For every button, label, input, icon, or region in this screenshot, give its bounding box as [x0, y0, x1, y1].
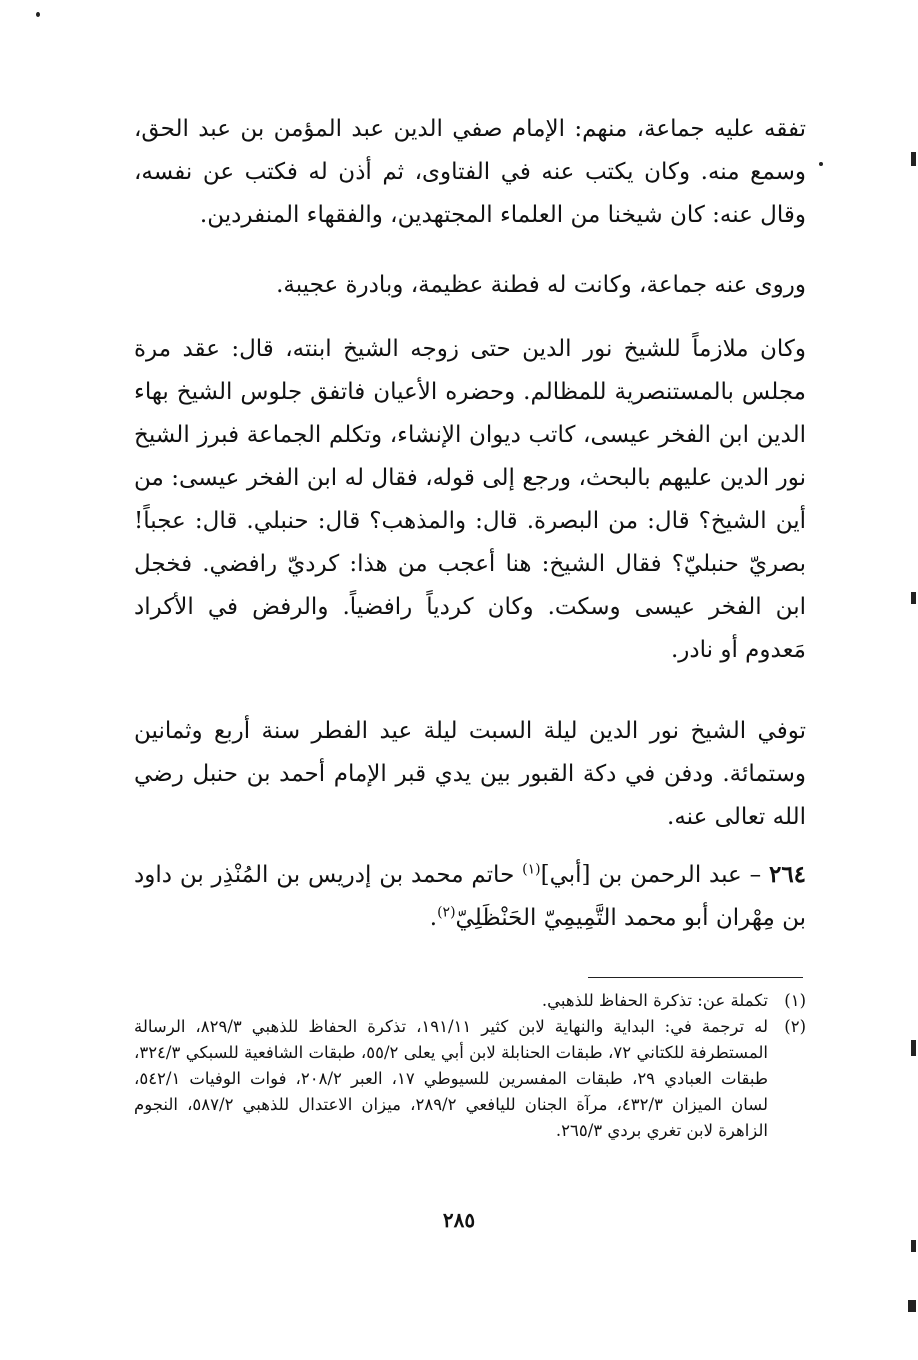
scan-edge-mark: [911, 1240, 916, 1252]
entry-number: ٢٦٤: [768, 861, 807, 888]
paragraph-students: تفقه عليه جماعة، منهم: الإمام صفي الدين عبد المؤمن بن عبد الحق، وسمع منه. وكان يكتب عنه في الفتاوى، ثم أذن له فكتب عن نفسه، وقال عنه: كان شيخنا من العلماء المجتهدين، والفقهاء المنفردين.: [134, 116, 806, 228]
paragraph-death: توفي الشيخ نور الدين ليلة السبت ليلة عيد الفطر سنة أربع وثمانين وستمائة. ودفن في دكة القبور بين يدي قبر الإمام أحمد بن حنبل رضي الله تعالى عنه.: [134, 718, 806, 830]
scan-edge-mark: [911, 1040, 916, 1056]
footnote-item: [134, 988, 806, 1014]
entry-end: .: [429, 905, 438, 931]
footnote-ref-2: (٢): [437, 904, 456, 921]
footnote-text: له ترجمة في: البداية والنهاية لابن كثير ١٩١/١١، تذكرة الحفاظ للذهبي ٨٢٩/٣، الرسالة المستطرفة للكتاني ٧٢، طبقات الحنابلة لابن أبي يعلى ٥٥/٢، طبقات الشافعية للسبكي ٣٢٤/٣، طبقات العبادي ٢٩، طبقات المفسرين للسيوطي ١٧، العبر ٢٠٨/٢، فوات الوفيات ٥٤٢/١، لسان الميزان ٤٣٢/٣، مرآة الجنان لليافعي ٢٨٩/٢، ميزان الاعتدال للذهبي ٥٨٧/٢، النجوم الزاهرة لابن تغري بردي ٢٦٥/٣.: [134, 1017, 768, 1140]
footnotes: [134, 988, 806, 1144]
paragraph-anecdote: وكان ملازماً للشيخ نور الدين حتى زوجه الشيخ ابنته، قال: عقد مرة مجلس بالمستنصرية للمظالم. وحضره الأعيان فاتفق جلوس الشيخ بهاء الدين ابن الفخر عيسى، كاتب ديوان الإنشاء، وتكلم الجماعة فبرز الشيخ نور الدين عليهم بالبحث، ورجع إلى قوله، فقال له ابن الفخر عيسى: من أين الشيخ؟ قال: من البصرة. قال: والمذهب؟ قال: حنبلي. قال: عجباً! بصريّ حنبليّ؟ فقال الشيخ: هنا أعجب من هذا: كرديّ رافضي. فخجل ابن الفخر عيسى وسكت. وكان كردياً رافضياً. والرفض في الأكراد مَعدوم أو نادر.: [134, 336, 806, 663]
footnote-number: (١): [784, 991, 806, 1010]
scan-speck: [819, 162, 823, 166]
footnote-number: (٢): [784, 1017, 806, 1036]
scan-edge-mark: [911, 592, 916, 604]
page-number: ٢٨٥: [442, 1208, 476, 1232]
footnote-ref-1: (١): [522, 861, 541, 878]
entry-name-part1: عبد الرحمن بن [أبي]: [540, 862, 742, 888]
scan-edge-mark: [911, 152, 916, 166]
scan-speck: [36, 12, 40, 17]
footnote-item: [134, 1014, 806, 1144]
paragraph-narrators: وروى عنه جماعة، وكانت له فطنة عظيمة، وبادرة عجيبة.: [276, 272, 806, 298]
footnote-text: تكملة عن: تذكرة الحفاظ للذهبي.: [541, 991, 768, 1010]
entry-name-part2: حاتم محمد بن إدريس بن المُنْذِر بن داود بن مِهْران أبو محمد التَّمِيمِيّ الحَنْظَلِيّ: [134, 862, 806, 931]
entry-dash: –: [749, 862, 762, 888]
footnote-separator: [588, 977, 803, 978]
biography-entry-heading: [134, 853, 806, 940]
scan-edge-mark: [908, 1300, 916, 1312]
